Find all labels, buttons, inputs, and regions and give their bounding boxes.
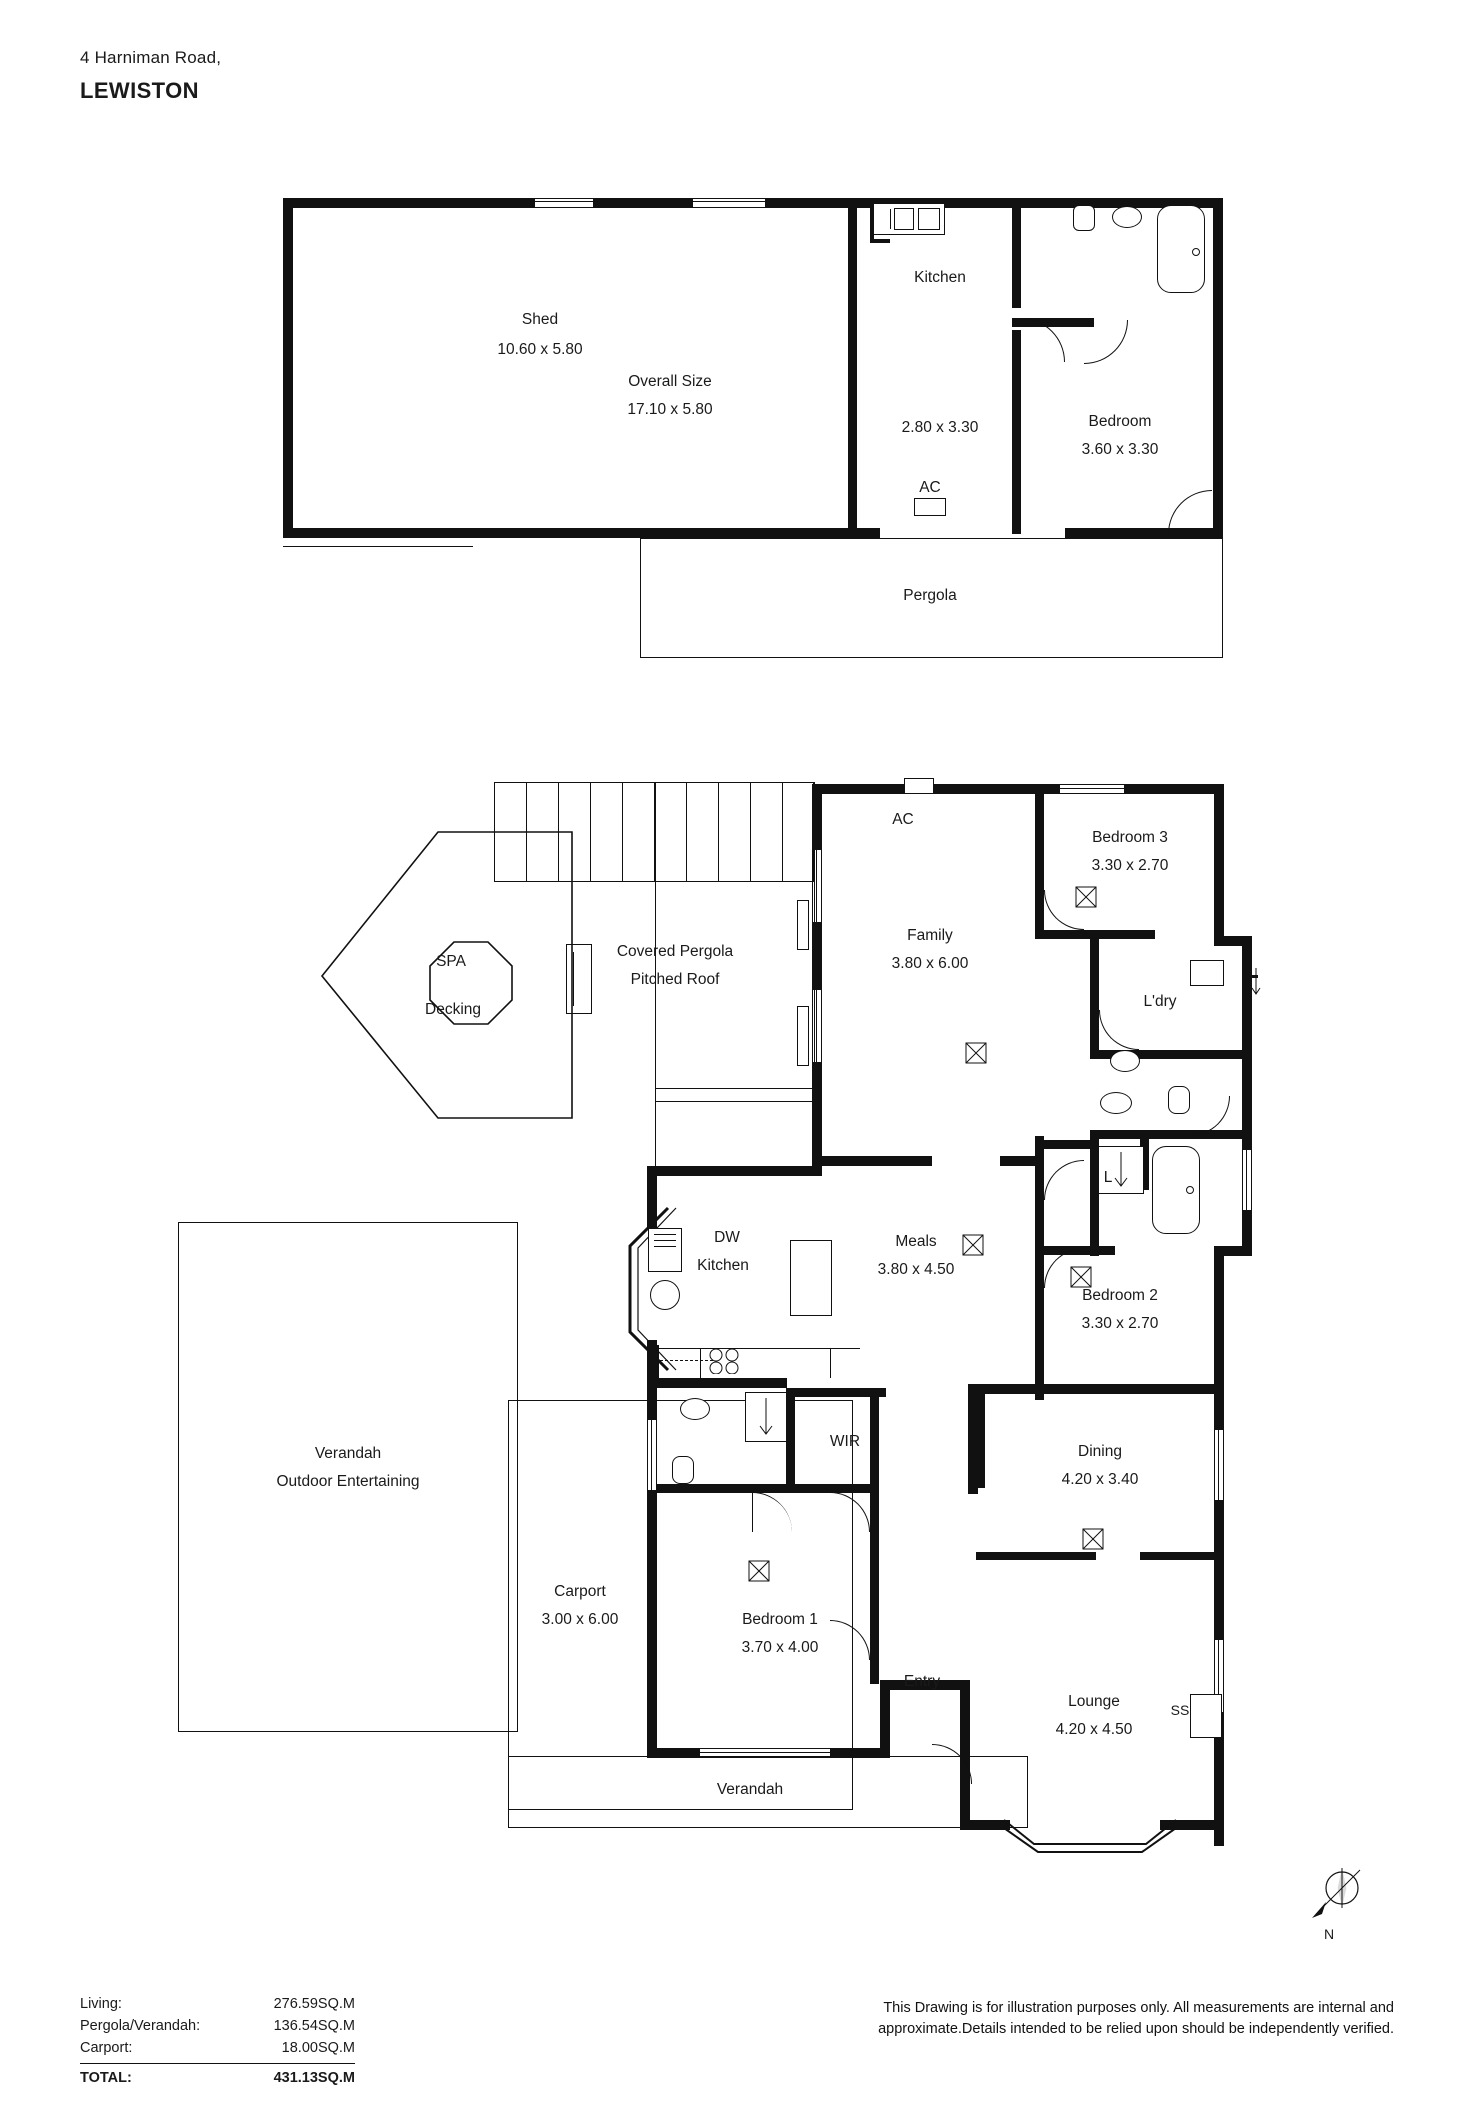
- wall-ensuite-top: [657, 1378, 787, 1388]
- legend-total-value: 431.13SQ.M: [273, 2070, 355, 2086]
- bench-div2: [830, 1348, 831, 1378]
- overall-size-label: Overall Size: [628, 373, 712, 390]
- lounge-dims: 4.20 x 4.50: [1055, 1721, 1133, 1738]
- verandah-outdoor-line2: Outdoor Entertaining: [276, 1473, 420, 1490]
- window-family-left-line: [816, 850, 817, 922]
- spa-label: SPA: [436, 953, 466, 970]
- shed-room-dims: 2.80 x 3.30: [901, 419, 979, 436]
- shed-label: Shed: [521, 311, 559, 328]
- window-bath-right: [1243, 1150, 1251, 1210]
- shed-door-bedroom-out: [1168, 490, 1212, 534]
- door-ldry: [1099, 1010, 1139, 1050]
- wall-wir-top: [786, 1388, 886, 1397]
- property-address: 4 Harniman Road,: [80, 48, 222, 67]
- bedroom2-label: Bedroom 2: [1082, 1287, 1158, 1304]
- decking-label: Decking: [425, 1001, 481, 1018]
- ss-label: SS: [1170, 1702, 1190, 1718]
- house-ac-label: AC: [892, 811, 914, 828]
- wir-label: WIR: [829, 1433, 861, 1450]
- legend-row: [80, 2037, 355, 2059]
- bedroom3-label: Bedroom 3: [1092, 829, 1168, 846]
- compass-north-label: N: [1324, 1926, 1335, 1942]
- shed-ac-label: AC: [919, 479, 941, 496]
- wall-dining-lounge: [976, 1552, 1096, 1560]
- window-dining-right-line: [1218, 1430, 1219, 1500]
- dining-label: Dining: [1078, 1443, 1122, 1460]
- wall-family-bottom-2: [1000, 1156, 1044, 1166]
- wall-ldry-left: [1090, 936, 1099, 1056]
- shed-window-2-line: [693, 201, 765, 202]
- kitchen-sink: [650, 1280, 680, 1310]
- bench-div1: [700, 1348, 701, 1378]
- covered-pergola-lower: [655, 1088, 815, 1172]
- fan-bed3: [1075, 886, 1097, 908]
- legend-key: Living:: [80, 1996, 122, 2012]
- legend-value: 276.59SQ.M: [273, 1996, 355, 2012]
- window-bath-right-line: [1246, 1150, 1247, 1210]
- ensuite-basin: [680, 1398, 710, 1420]
- bedroom3-dims: 3.30 x 2.70: [1091, 857, 1169, 874]
- shed-basin: [1112, 206, 1142, 228]
- ensuite-shower-arrow: [745, 1392, 787, 1442]
- bath-toilet: [1168, 1086, 1190, 1114]
- shed-sink-div: [890, 209, 891, 229]
- fan-bed1: [748, 1560, 770, 1582]
- shed-kitchen-label: Kitchen: [914, 269, 966, 286]
- wall-bed2-left: [1035, 1136, 1044, 1256]
- meals-label: Meals: [895, 1233, 937, 1250]
- pantry-dashed: [655, 1348, 713, 1350]
- shed-slider-line: [640, 536, 770, 537]
- wall-family-bottom: [812, 1156, 932, 1166]
- dining-dims: 4.20 x 3.40: [1061, 1471, 1139, 1488]
- shed-toilet: [1073, 205, 1095, 231]
- bedroom1-dims: 3.70 x 4.00: [741, 1639, 819, 1656]
- bath-basin: [1100, 1092, 1132, 1114]
- family-label: Family: [907, 927, 953, 944]
- shed-opening-line2: [283, 546, 473, 547]
- kitchen-label: Kitchen: [697, 1257, 749, 1274]
- bedroom1-label: Bedroom 1: [742, 1611, 818, 1628]
- shed-slider-panel: [700, 531, 770, 535]
- shed-bath-drain: [1192, 248, 1200, 256]
- legend-value: 136.54SQ.M: [273, 2018, 355, 2034]
- overall-size-dims: 17.10 x 5.80: [627, 401, 713, 418]
- laundry-label: L'dry: [1143, 993, 1177, 1010]
- compass: [1300, 1862, 1370, 1942]
- covered-pergola-line1: Covered Pergola: [616, 943, 734, 960]
- window-bed3-top: [1060, 785, 1124, 793]
- legend-row: [80, 1993, 355, 2015]
- window-bed3-line: [1060, 788, 1124, 789]
- legend-row: [80, 2015, 355, 2037]
- shed-internal-wall-1: [848, 198, 857, 534]
- wall-lounge-sep: [976, 1388, 985, 1488]
- lounge-label: Lounge: [1068, 1693, 1120, 1710]
- house-wall-right-lower: [1214, 1246, 1224, 1846]
- bathtub-drain: [1186, 1186, 1194, 1194]
- carport-top-line: [508, 1400, 853, 1401]
- window-family-left2-line: [816, 990, 817, 1062]
- window-dining-right: [1215, 1430, 1223, 1500]
- dw-label: DW: [714, 1229, 740, 1246]
- shed-wall-left: [283, 198, 293, 538]
- fan-bed2: [1070, 1266, 1092, 1288]
- legend-value: 18.00SQ.M: [281, 2040, 355, 2056]
- verandah-label: Verandah: [716, 1781, 784, 1798]
- carport-dims: 3.00 x 6.00: [541, 1611, 619, 1628]
- pantry-dashed-2: [655, 1360, 713, 1362]
- house-ac-unit: [904, 778, 934, 794]
- disclaimer: This Drawing is for illustration purposes only. All measurements are internal and approximate.Details intended to be relied upon should be independently verified.: [878, 2000, 1394, 2037]
- ldry-door-arrow: [1248, 966, 1264, 998]
- covered-pergola-line2: Pitched Roof: [630, 971, 720, 988]
- wall-dining-top: [968, 1384, 1224, 1394]
- legend-total-row: [80, 2067, 355, 2089]
- wall-dining-lounge2: [1140, 1552, 1224, 1560]
- bedroom2-dims: 3.30 x 2.70: [1081, 1315, 1159, 1332]
- fan-dining: [1082, 1528, 1104, 1550]
- shed-window-1-line: [535, 201, 593, 202]
- shed-kitchen-edge: [870, 203, 874, 243]
- area-legend: [80, 1993, 355, 2089]
- legend-key: Pergola/Verandah:: [80, 2018, 201, 2034]
- pergola-post: [797, 900, 809, 950]
- shed-pergola-label: Pergola: [903, 587, 957, 604]
- ensuite-toilet: [672, 1456, 694, 1484]
- property-suburb: LEWISTON: [80, 78, 199, 103]
- legend-key: Carport:: [80, 2040, 133, 2056]
- fan-family: [965, 1042, 987, 1064]
- shed-kitchen-edge2: [870, 239, 890, 243]
- meals-dims: 3.80 x 4.50: [877, 1261, 955, 1278]
- family-dims: 3.80 x 6.00: [891, 955, 969, 972]
- house-wall-top: [812, 784, 1224, 794]
- pergola-post-2: [797, 1006, 809, 1066]
- carport-label: Carport: [554, 1583, 606, 1600]
- shed-ac-unit: [914, 498, 946, 516]
- shed-internal-wall-2: [1012, 198, 1021, 308]
- ldry-trough: [1110, 1050, 1140, 1072]
- door-hall-bath: [1044, 1160, 1084, 1200]
- wall-bath-top: [1090, 1130, 1252, 1139]
- entry-label: Entry: [903, 1673, 941, 1690]
- shed-door-hall: [1084, 320, 1128, 364]
- verandah-outdoor-line1: Verandah: [314, 1445, 382, 1462]
- shed-sink-basin: [894, 208, 914, 230]
- shed-wall-right: [1213, 198, 1223, 538]
- shed-bedroom-label: Bedroom: [1088, 413, 1152, 430]
- shed-opening-line1: [283, 536, 473, 537]
- shed-cooktop: [918, 208, 940, 230]
- shed-bedroom-dims: 3.60 x 3.30: [1081, 441, 1159, 458]
- shed-dims: 10.60 x 5.80: [497, 341, 583, 358]
- legend-total-key: TOTAL:: [80, 2070, 132, 2086]
- ldry-unit: [1190, 960, 1224, 986]
- linen-label: L: [1103, 1169, 1113, 1186]
